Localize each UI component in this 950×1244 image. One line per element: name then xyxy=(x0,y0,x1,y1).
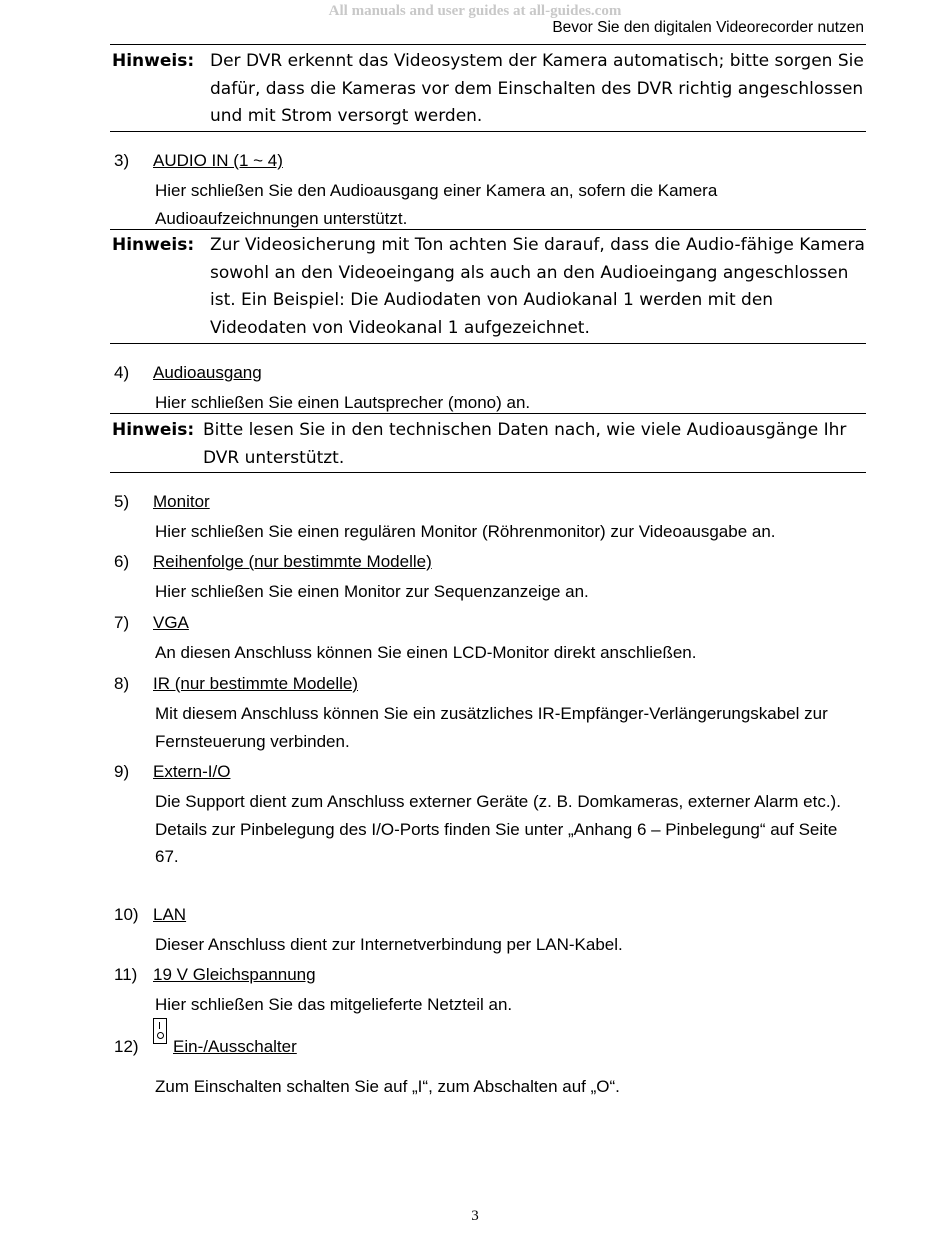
divider xyxy=(110,413,866,414)
divider xyxy=(110,44,866,45)
item-paragraph: Zum Einschalten schalten Sie auf „I“, zum Abschalten auf „O“. xyxy=(155,1077,620,1096)
item-body xyxy=(155,700,855,755)
item-body xyxy=(155,991,855,1019)
item-number: 12) xyxy=(114,1037,139,1056)
item-number: 10) xyxy=(114,905,139,924)
item-title: LAN xyxy=(153,905,187,924)
note-label: Hinweis: xyxy=(112,51,195,71)
divider xyxy=(110,343,866,344)
item-title: Audioausgang xyxy=(153,363,262,382)
item-title: Monitor xyxy=(153,492,210,511)
item-paragraph: Hier schließen Sie einen Monitor zur Sequenzanzeige an. xyxy=(155,582,589,601)
note-label: Hinweis: xyxy=(112,420,195,440)
item-paragraph: Hier schließen Sie einen Lautsprecher (mono) an. xyxy=(155,393,531,412)
note-text: Bitte lesen Sie in den technischen Daten nach, wie viele Audioausgänge Ihr DVR unterstützt. xyxy=(203,420,847,468)
watermark: All manuals and user guides at all-guides.com xyxy=(328,3,622,19)
item-body xyxy=(155,1073,855,1101)
note-label: Hinweis: xyxy=(112,235,195,255)
item-number: 6) xyxy=(114,552,130,571)
item-title: VGA xyxy=(153,613,189,632)
item-body xyxy=(155,639,855,667)
item-number: 8) xyxy=(114,674,130,693)
item-paragraph: An diesen Anschluss können Sie einen LCD-Monitor direkt anschließen. xyxy=(155,643,697,662)
item-title: 19 V Gleichspannung xyxy=(153,965,316,984)
item-number: 4) xyxy=(114,363,130,382)
item-number: 9) xyxy=(114,762,130,781)
item-paragraph: Hier schließen Sie einen regulären Monitor (Röhrenmonitor) zur Videoausgabe an. xyxy=(155,522,776,541)
note-text: Der DVR erkennt das Videosystem der Kamera automatisch; bitte sorgen Sie dafür, dass die Kameras vor dem Einschalten des DVR richtig angeschlossen und mit Strom versorgt werden. xyxy=(210,51,864,126)
item-title: Extern-I/O xyxy=(153,762,231,781)
item-body xyxy=(155,518,855,546)
item-title: Ein-/Ausschalter xyxy=(173,1037,297,1056)
item-paragraph: Mit diesem Anschluss können Sie ein zusätzliches IR-Empfänger-Verlängerungskabel zur Fernsteuerung verbinden. xyxy=(155,704,828,751)
item-number: 11) xyxy=(114,965,138,984)
item-title: IR (nur bestimmte Modelle) xyxy=(153,674,359,693)
note-text: Zur Videosicherung mit Ton achten Sie darauf, dass die Audio-fähige Kamera sowohl an den Videoeingang als auch an den Audioeingang angeschlossen ist. Ein Beispiel: Die Audiodaten von Audiokanal 1 werden mit den Videodaten von Videokanal 1 aufgezeichnet. xyxy=(210,235,865,338)
item-number: 5) xyxy=(114,492,130,511)
item-body xyxy=(155,931,855,959)
running-header: Bevor Sie den digitalen Videorecorder nutzen xyxy=(552,19,864,36)
item-paragraph: Hier schließen Sie das mitgelieferte Netzteil an. xyxy=(155,995,513,1014)
page-number: 3 xyxy=(471,1208,479,1224)
divider xyxy=(110,131,866,132)
item-paragraph: Hier schließen Sie den Audioausgang einer Kamera an, sofern die Kamera Audioaufzeichnungen unterstützt. xyxy=(155,181,718,228)
power-switch-icon xyxy=(153,1018,167,1044)
item-body xyxy=(155,788,855,871)
item-paragraph: Die Support dient zum Anschluss externer Geräte (z. B. Domkameras, externer Alarm etc.). xyxy=(155,792,841,811)
item-number: 7) xyxy=(114,613,130,632)
item-number: 3) xyxy=(114,151,130,170)
item-paragraph: Details zur Pinbelegung des I/O-Ports finden Sie unter „Anhang 6 – Pinbelegung“ auf Seite 67. xyxy=(155,819,838,866)
item-body xyxy=(155,578,855,606)
divider xyxy=(110,229,866,230)
item-title: Reihenfolge (nur bestimmte Modelle) xyxy=(153,552,432,571)
item-paragraph: Dieser Anschluss dient zur Internetverbindung per LAN-Kabel. xyxy=(155,935,623,954)
divider xyxy=(110,472,866,473)
item-title: AUDIO IN (1 ~ 4) xyxy=(153,151,283,170)
item-body xyxy=(155,177,855,232)
